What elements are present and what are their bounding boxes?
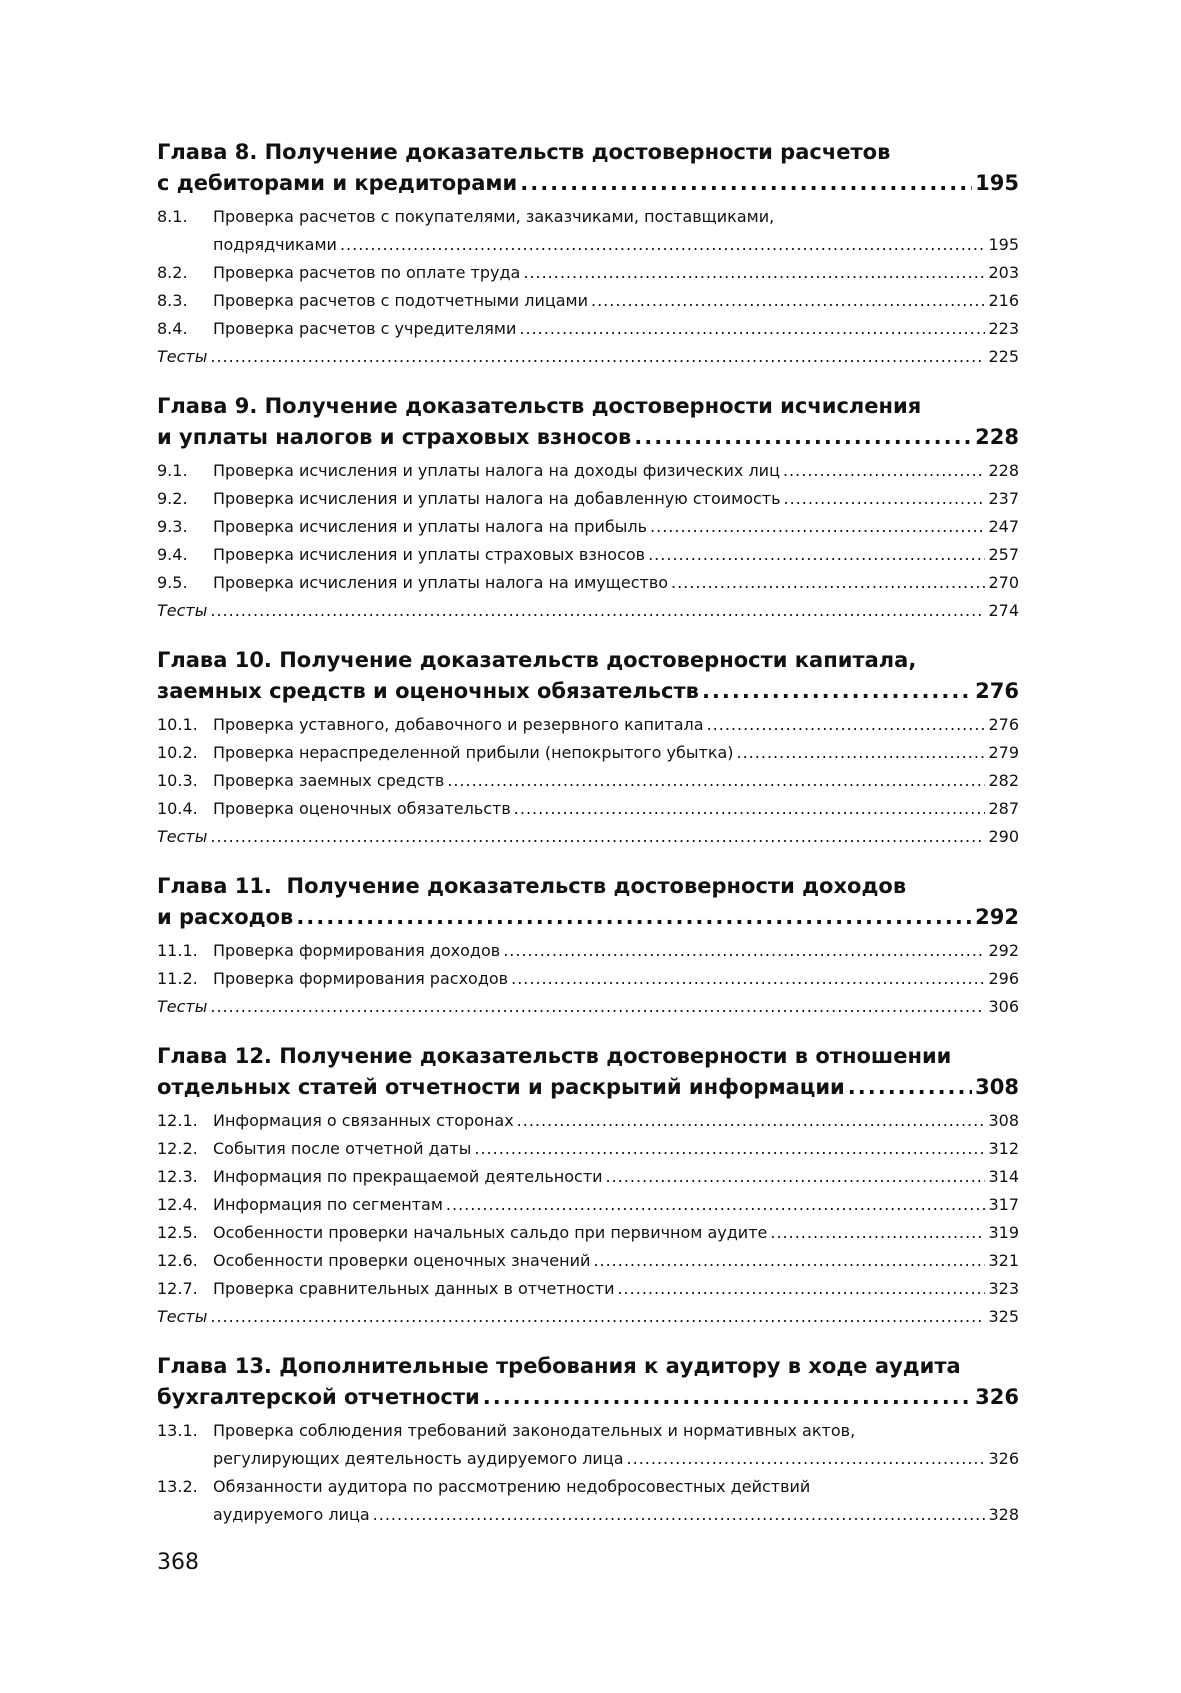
entry-number: 10.1. [157, 715, 198, 734]
chapter-page: 228 [975, 425, 1019, 449]
entry-title: Особенности проверки оценочных значений [213, 1251, 591, 1270]
entry-number: 11.1. [157, 941, 198, 960]
toc-entry[interactable] [157, 1191, 1019, 1219]
toc-entry-tests[interactable] [157, 993, 1019, 1021]
toc-entry[interactable] [157, 1107, 1019, 1135]
chapter-title-line[interactable] [157, 902, 1019, 933]
leader-dots [770, 1219, 985, 1247]
entry-page: 237 [988, 489, 1019, 508]
entry-title-cont: регулирующих деятельность аудируемого лица [213, 1449, 624, 1468]
entry-page: 287 [988, 799, 1019, 818]
entry-title: Проверка расчетов с учредителями [213, 319, 517, 338]
chapter-title: Глава 13. Дополнительные требования к аудитору в ходе аудита [157, 1354, 961, 1378]
entry-page: 321 [988, 1251, 1019, 1270]
entry-number: 9.4. [157, 545, 188, 564]
chapter-title: Глава 9. Получение доказательств достоверности исчисления [157, 394, 922, 418]
entry-number: 8.1. [157, 207, 188, 226]
entry-title: Проверка исчисления и уплаты страховых взносов [213, 545, 646, 564]
page-number: 368 [157, 1550, 199, 1575]
leader-dots [520, 168, 972, 199]
entry-page: 195 [988, 235, 1019, 254]
entry-page: 216 [988, 291, 1019, 310]
entry-number: 12.4. [157, 1195, 198, 1214]
leader-dots [650, 513, 985, 541]
entry-page: 308 [988, 1111, 1019, 1130]
toc-entry-tests[interactable] [157, 343, 1019, 371]
entry-number: 12.5. [157, 1223, 198, 1242]
entry-number: 9.1. [157, 461, 188, 480]
entry-title-cont: подрядчиками [213, 235, 337, 254]
chapter-8 [157, 137, 1019, 371]
entry-title: Проверка уставного, добавочного и резервного капитала [213, 715, 704, 734]
entry-page: 257 [988, 545, 1019, 564]
entry-title: Проверка заемных средств [213, 771, 445, 790]
leader-dots [210, 993, 985, 1021]
chapter-title-cont: бухгалтерской отчетности [157, 1385, 480, 1409]
entry-page: 296 [988, 969, 1019, 988]
chapter-title-line[interactable] [157, 1382, 1019, 1413]
entry-page: 279 [988, 743, 1019, 762]
entry-title: Проверка формирования расходов [213, 969, 509, 988]
entry-page: 292 [988, 941, 1019, 960]
toc-entry-tests[interactable] [157, 823, 1019, 851]
entry-number: 10.3. [157, 771, 198, 790]
entry-number: 12.1. [157, 1111, 198, 1130]
leader-dots [210, 343, 985, 371]
chapter-title: Глава 11. Получение доказательств достоверности доходов [157, 874, 907, 898]
entry-title: Проверка исчисления и уплаты налога на добавленную стоимость [213, 489, 781, 508]
leader-dots [783, 457, 985, 485]
toc-entry[interactable] [157, 231, 1019, 259]
entry-page: 306 [988, 997, 1019, 1016]
entry-title: Тесты [157, 601, 208, 620]
chapter-page: 195 [975, 171, 1019, 195]
entry-page: 225 [988, 347, 1019, 366]
chapter-title: Глава 8. Получение доказательств достоверности расчетов [157, 140, 891, 164]
entry-title: Проверка расчетов с подотчетными лицами [213, 291, 588, 310]
toc-entry[interactable] [157, 541, 1019, 569]
leader-dots [737, 739, 986, 767]
entry-number: 8.4. [157, 319, 188, 338]
entry-number: 10.2. [157, 743, 198, 762]
toc-entry[interactable] [157, 485, 1019, 513]
leader-dots [514, 795, 986, 823]
entry-page: 270 [988, 573, 1019, 592]
toc-entry[interactable] [157, 1501, 1019, 1529]
leader-dots [517, 1107, 986, 1135]
toc-entry [157, 1473, 1019, 1501]
entry-page: 325 [988, 1307, 1019, 1326]
entry-number: 8.3. [157, 291, 188, 310]
entry-number: 13.2. [157, 1477, 198, 1496]
chapter-13 [157, 1351, 1019, 1529]
toc-entry[interactable] [157, 1163, 1019, 1191]
leader-dots [617, 1275, 985, 1303]
leader-dots [340, 231, 986, 259]
leader-dots [210, 823, 985, 851]
toc-entry[interactable] [157, 965, 1019, 993]
entry-title: Проверка соблюдения требований законодательных и нормативных актов, [213, 1421, 856, 1440]
chapter-title-cont: и уплаты налогов и страховых взносов [157, 425, 632, 449]
entry-number: 12.3. [157, 1167, 198, 1186]
toc-entry [157, 203, 1019, 231]
entry-title: Проверка исчисления и уплаты налога на доходы физических лиц [213, 461, 780, 480]
entry-page: 312 [988, 1139, 1019, 1158]
entry-title: Информация по прекращаемой деятельности [213, 1167, 603, 1186]
entry-page: 203 [988, 263, 1019, 282]
toc-entry[interactable] [157, 315, 1019, 343]
leader-dots [784, 485, 986, 513]
entry-number: 13.1. [157, 1421, 198, 1440]
entry-title: Проверка нераспределенной прибыли (непокрытого убытка) [213, 743, 734, 762]
chapter-page: 308 [975, 1075, 1019, 1099]
entry-title: Проверка расчетов по оплате труда [213, 263, 521, 282]
entry-page: 274 [988, 601, 1019, 620]
entry-number: 8.2. [157, 263, 188, 282]
leader-dots [373, 1501, 986, 1529]
chapter-title-line[interactable] [157, 1072, 1019, 1103]
toc-entry[interactable] [157, 937, 1019, 965]
leader-dots [511, 965, 985, 993]
entry-page: 223 [988, 319, 1019, 338]
leader-dots [634, 422, 972, 453]
entry-number: 10.4. [157, 799, 198, 818]
toc-entry[interactable] [157, 711, 1019, 739]
toc-entry[interactable] [157, 513, 1019, 541]
entry-number: 12.2. [157, 1139, 198, 1158]
entry-number: 9.5. [157, 573, 188, 592]
leader-dots [519, 315, 985, 343]
leader-dots [671, 569, 985, 597]
entry-title: Особенности проверки начальных сальдо при первичном аудите [213, 1223, 768, 1242]
chapter-title: Глава 10. Получение доказательств достоверности капитала, [157, 648, 917, 672]
entry-page: 282 [988, 771, 1019, 790]
entry-title: Информация по сегментам [213, 1195, 443, 1214]
entry-number: 12.6. [157, 1251, 198, 1270]
entry-title: Тесты [157, 1307, 208, 1326]
entry-number: 11.2. [157, 969, 198, 988]
chapter-9 [157, 391, 1019, 625]
table-of-contents [157, 137, 1019, 1549]
entry-page: 326 [988, 1449, 1019, 1468]
toc-entry[interactable] [157, 1219, 1019, 1247]
toc-entry[interactable] [157, 1135, 1019, 1163]
entry-page: 314 [988, 1167, 1019, 1186]
leader-dots [848, 1072, 972, 1103]
entry-page: 247 [988, 517, 1019, 536]
entry-number: 12.7. [157, 1279, 198, 1298]
entry-title: События после отчетной даты [213, 1139, 472, 1158]
chapter-page: 276 [975, 679, 1019, 703]
leader-dots [483, 1382, 972, 1413]
toc-entry-tests[interactable] [157, 597, 1019, 625]
toc-entry[interactable] [157, 795, 1019, 823]
entry-page: 317 [988, 1195, 1019, 1214]
leader-dots [447, 767, 985, 795]
toc-entry[interactable] [157, 739, 1019, 767]
entry-page: 276 [988, 715, 1019, 734]
leader-dots [648, 541, 985, 569]
leader-dots [606, 1163, 986, 1191]
entry-title: Информация о связанных сторонах [213, 1111, 514, 1130]
entry-number: 9.3. [157, 517, 188, 536]
chapter-title-cont: с дебиторами и кредиторами [157, 171, 518, 195]
entry-title: Тесты [157, 347, 208, 366]
chapter-10 [157, 645, 1019, 851]
entry-title: Обязанности аудитора по рассмотрению недобросовестных действий [213, 1477, 811, 1496]
entry-title: Проверка формирования доходов [213, 941, 501, 960]
entry-title: Проверка расчетов с покупателями, заказчиками, поставщиками, [213, 207, 775, 226]
leader-dots [210, 1303, 985, 1331]
chapter-title-cont: и расходов [157, 905, 294, 929]
leader-dots [523, 259, 985, 287]
chapter-title-line[interactable] [157, 676, 1019, 707]
toc-entry[interactable] [157, 767, 1019, 795]
chapter-12 [157, 1041, 1019, 1331]
entry-title: Проверка сравнительных данных в отчетности [213, 1279, 615, 1298]
entry-page: 319 [988, 1223, 1019, 1242]
chapter-11 [157, 871, 1019, 1021]
chapter-title-cont: отдельных статей отчетности и раскрытий информации [157, 1075, 845, 1099]
toc-entry[interactable] [157, 287, 1019, 315]
entry-title: Тесты [157, 997, 208, 1016]
entry-title: Проверка исчисления и уплаты налога на имущество [213, 573, 669, 592]
leader-dots [446, 1191, 986, 1219]
chapter-title: Глава 12. Получение доказательств достоверности в отношении [157, 1044, 952, 1068]
entry-title-cont: аудируемого лица [213, 1505, 370, 1524]
toc-entry [157, 1417, 1019, 1445]
toc-entry[interactable] [157, 1445, 1019, 1473]
leader-dots [707, 711, 986, 739]
leader-dots [210, 597, 985, 625]
chapter-page: 292 [975, 905, 1019, 929]
leader-dots [503, 937, 985, 965]
toc-entry[interactable] [157, 1275, 1019, 1303]
leader-dots [474, 1135, 985, 1163]
entry-page: 290 [988, 827, 1019, 846]
toc-entry[interactable] [157, 1247, 1019, 1275]
leader-dots [593, 1247, 985, 1275]
entry-title: Тесты [157, 827, 208, 846]
toc-entry[interactable] [157, 457, 1019, 485]
entry-page: 323 [988, 1279, 1019, 1298]
entry-page: 328 [988, 1505, 1019, 1524]
toc-entry[interactable] [157, 259, 1019, 287]
leader-dots [591, 287, 985, 315]
entry-title: Проверка оценочных обязательств [213, 799, 511, 818]
chapter-title-cont: заемных средств и оценочных обязательств [157, 679, 699, 703]
entry-page: 228 [988, 461, 1019, 480]
toc-entry[interactable] [157, 569, 1019, 597]
leader-dots [702, 676, 972, 707]
chapter-page: 326 [975, 1385, 1019, 1409]
leader-dots [296, 902, 972, 933]
chapter-title-line[interactable] [157, 168, 1019, 199]
leader-dots [627, 1445, 986, 1473]
toc-entry-tests[interactable] [157, 1303, 1019, 1331]
chapter-title-line[interactable] [157, 422, 1019, 453]
entry-number: 9.2. [157, 489, 188, 508]
entry-title: Проверка исчисления и уплаты налога на прибыль [213, 517, 648, 536]
